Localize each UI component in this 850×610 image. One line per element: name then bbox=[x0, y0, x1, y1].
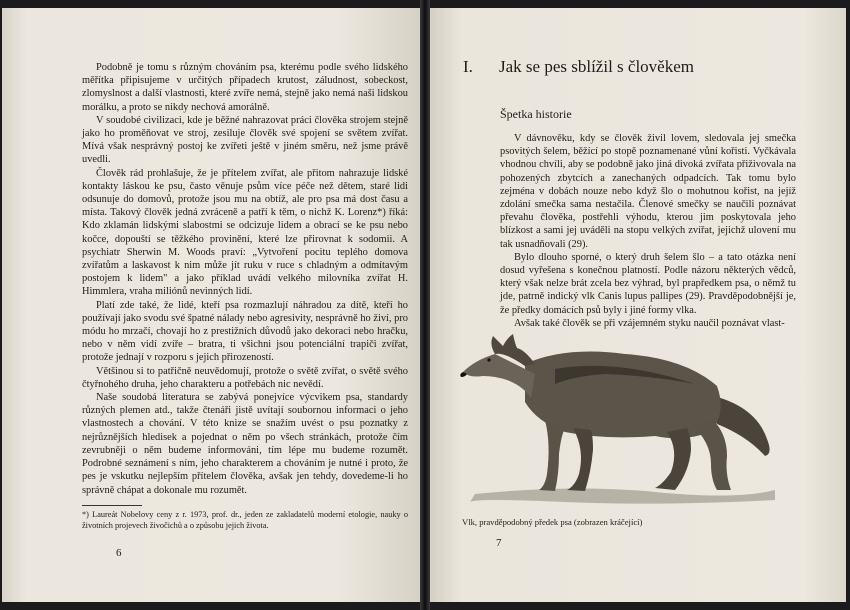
left-page-body bbox=[82, 61, 408, 497]
paragraph: V soudobé civilizaci, kde je běžné nahrazovat práci člověka strojem stejně jako ho proměňovat ve stroj, zesiluje člověk své spojení se světem zvířat. Mívá však nesprávný postoj ke zvířeti ještě v jiném směru, než jsme právě uvedli. bbox=[82, 114, 408, 166]
book-gutter bbox=[420, 0, 430, 610]
paragraph: Naše soudobá literatura se zabývá ponejvíce výcvikem psa, standardy různých plemen atd., takže čtenáři jistě uvítají soubornou informaci o jeho vlastnostech a chování. V této knize se snažím uvést o psu poznatky z nejrůznějších hledisek a pojednat o něm po všech stránkách, protože čím zevrubněji o něm budeme informováni, tím lépe mu budeme rozumět. Podrobné seznámení s ním, jeho charakterem a chováním je nutné i proto, že pes je vskutku nejlepším přítelem člověka, avšak jen tehdy, dovedeme-li ho správně chápat a dokonale mu rozumět. bbox=[82, 392, 408, 496]
chapter-heading bbox=[463, 57, 803, 77]
page-number-right: 7 bbox=[496, 537, 502, 549]
paragraph: V dávnověku, kdy se člověk živil lovem, sledovala jej smečka psovitých šelem, běžící po stopě poznamenané vůní kořisti. Vyčkávala vhodnou chvíli, aby se podobně jako jiná divoká zvířata přiživovala na pohozených zbytcích a zanechaných odpadcích. Tak tomu bylo zejména v dobách nouze nebo když šlo o mohutnou kořist, na jejíž zdolání smečka sama nestačila. Členové smečky se naučili poznávat převahu člověka, postřehli výhodu, kterou jim poskytovala jeho blízkost a sami jej uváděli na stopu velkých zvířat, jejichž ulovení mu tak usnadňovali (29). bbox=[500, 133, 796, 250]
footnote: *) Laureát Nobelovy ceny z r. 1973, prof. dr., jeden ze zakladatelů moderní etologie, nauky o životních projevech živočichů a o způsobu jejich života. bbox=[82, 510, 408, 530]
illustration-caption: Vlk, pravděpodobný předek psa (zobrazen kráčející) bbox=[462, 517, 643, 527]
page-number-left: 6 bbox=[116, 547, 122, 559]
paragraph: Člověk rád prohlašuje, že je přítelem zvířat, ale přitom nahrazuje lidské kontakty láskou ke psu, často věnuje psům více péče než dětem, staré lidi odsunuje do domovů, protože jsou mu na obtíž, ale pro psa má dost času a místa. Takový člověk jedná zvráceně a patří k těm, o nichž K. Lorenz*) říká: Kdo zklamán lidskými slabostmi se odcizuje lidem a obrací se ke psu nebo kočce, dopouští se těžkého provinění, které lze přirovnat k sodomii. A psychiatr Sherwin M. Woods praví: „Vytvoření pocitu teplého domova zvířatům a laskavost k nim může jít ruku v ruce s chladným a odmítavým postojem k lidem" a jako příklad uvádí velkého milovníka zvířat H. Himmlera, vraha miliónů nevinných lidí. bbox=[82, 167, 408, 298]
ground-shadow bbox=[470, 488, 775, 503]
chapter-number: I. bbox=[463, 57, 473, 76]
footnote-rule bbox=[82, 505, 142, 506]
chapter-title: Jak se pes sblížil s člověkem bbox=[499, 57, 694, 76]
section-title: Špetka historie bbox=[500, 107, 572, 121]
wolf-front-leg-2 bbox=[567, 428, 593, 491]
paragraph: Bylo dlouho sporné, o který druh šelem šlo – a tato otázka není dosud vyřešena s konečnou platností. Podle názoru některých vědců, který však nelze brát zcela bez výhrad, byl prapředkem psa, o němž tu jde, patrně indický vlk Canis lupus pallipes (29). Pravděpodobnější je, že předky domácích psů byly i jiné formy vlka. bbox=[500, 251, 796, 316]
paragraph: Platí zde také, že lidé, kteří psa rozmazlují náhradou za dítě, kteří ho používají jako svodu své špatné nálady nebo agresivity, nesprávně ho živí, pro módu ho mrzačí, chovají ho z prestižních důvodů jako dekoraci nebo hračku, nebo v něm vidí zvíře – bratra, ti všichni jsou potenciální trapiči zvířat, protože jednají v rozporu s jejich přirozeností. bbox=[82, 299, 408, 364]
paragraph: Podobně je tomu s různým chováním psa, kterému podle svého lidského měřítka připisujeme v určitých případech krutost, záludnost, sobeckost, zlomyslnost a další vlastnosti, které zvíře nemá, stejně jako nemá naši lidskou morálku, a proto se nikdy nechová amorálně. bbox=[82, 62, 408, 113]
right-page-body bbox=[500, 132, 796, 330]
wolf-hind-leg bbox=[655, 428, 691, 490]
paragraph: Většinou si to patřičně neuvědomují, protože o světě zvířat, o světě svého čtyřnohého druha, jeho charakteru a potřebách nic nevědí. bbox=[82, 365, 408, 390]
wolf-illustration bbox=[455, 324, 785, 506]
paragraph: Avšak také člověk se při vzájemném styku naučil poznávat vlast- bbox=[514, 317, 785, 329]
wolf-front-leg bbox=[539, 420, 565, 491]
